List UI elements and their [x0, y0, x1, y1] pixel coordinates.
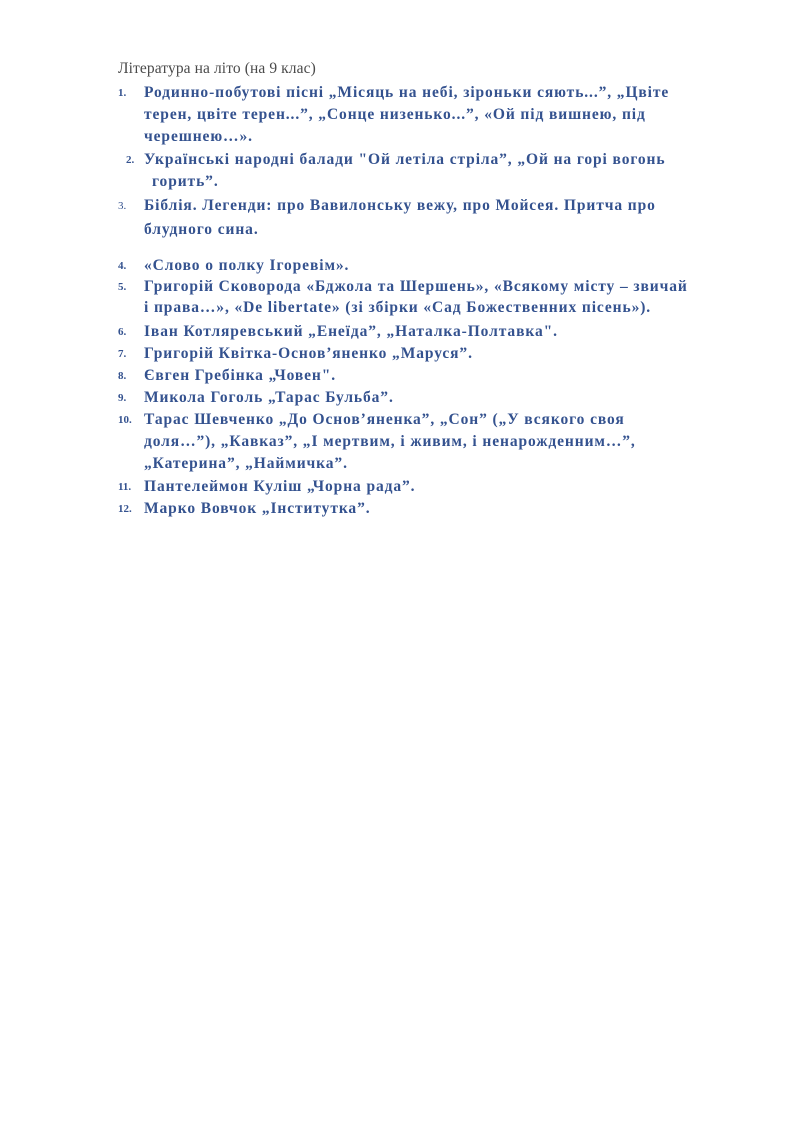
list-number: 9.	[118, 392, 127, 404]
list-number: 2.	[126, 154, 135, 166]
list-item-line: терен, цвіте терен...”, „Сонце низенько...”, «Ой під вишнею, під	[144, 106, 646, 123]
list-number: 10.	[118, 414, 132, 426]
list-item-line: Марко Вовчок „Інститутка”.	[144, 500, 371, 517]
list-item-line: «Слово о полку Ігоревім».	[144, 257, 350, 274]
list-item-line: горить”.	[152, 173, 219, 190]
list-number: 3.	[118, 200, 127, 212]
list-item-line: і права…», «De libertate» (зі збірки «Сад Божественних пісень»).	[144, 299, 652, 316]
list-item-line: Григорій Квітка-Основ’яненко „Маруся”.	[144, 345, 473, 362]
list-item-line: блудного сина.	[144, 221, 259, 238]
list-item-line: Євген Гребінка „Човен".	[144, 367, 337, 384]
list-number: 5.	[118, 281, 127, 293]
list-number: 6.	[118, 326, 127, 338]
list-item-line: Пантелеймон Куліш „Чорна рада”.	[144, 478, 416, 495]
list-number: 8.	[118, 370, 127, 382]
document-title: Література на літо (на 9 клас)	[118, 60, 316, 77]
list-number: 4.	[118, 260, 127, 272]
list-item-line: Микола Гоголь „Тарас Бульба”.	[144, 389, 394, 406]
list-item-line: черешнею…».	[144, 128, 253, 145]
list-item-line: Іван Котляревський „Енеїда”, „Наталка-Полтавка".	[144, 323, 558, 340]
list-item-line: „Катерина”, „Наймичка”.	[144, 455, 348, 472]
list-item-line: Українські народні балади "Ой летіла стріла”, „Ой на горі вогонь	[144, 151, 666, 168]
list-number: 7.	[118, 348, 127, 360]
list-item-line: Родинно-побутові пісні „Місяць на небі, зіроньки сяють...”, „Цвіте	[144, 84, 670, 101]
list-item-line: доля…”), „Кавказ”, „І мертвим, і живим, і ненарожденним…”,	[144, 433, 636, 450]
list-number: 1.	[118, 87, 127, 99]
list-number: 12.	[118, 503, 132, 515]
list-number: 11.	[118, 481, 132, 493]
list-item-line: Тарас Шевченко „До Основ’яненка”, „Сон” („У всякого своя	[144, 411, 625, 428]
list-item-line: Біблія. Легенди: про Вавилонську вежу, про Мойсея. Притча про	[144, 197, 656, 214]
list-item-line: Григорій Сковорода «Бджола та Шершень», «Всякому місту – звичай	[144, 278, 688, 295]
